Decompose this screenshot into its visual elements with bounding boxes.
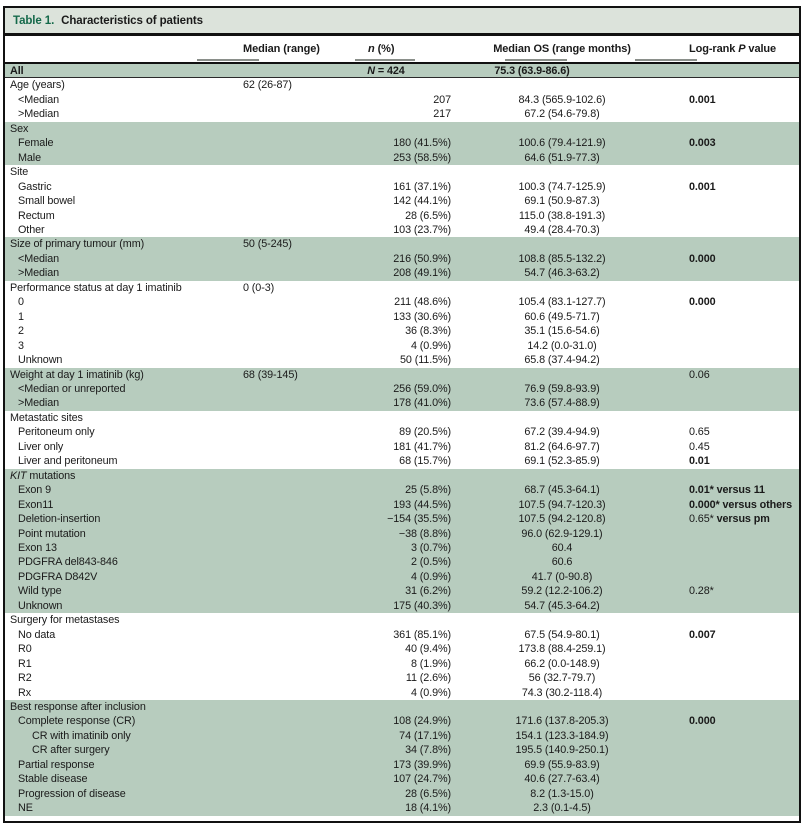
cell-p-value: 0.003 [689,137,716,150]
cell-n-percent: 216 (50.9%) [393,252,451,265]
cell-median-range: 62 (26-87) [243,79,292,92]
cell-n-percent: −154 (35.5%) [387,513,451,526]
cell-median-os: 73.6 (57.4-88.9) [524,397,600,410]
cell-median-os: 96.0 (62.9-129.1) [521,527,603,540]
cell-label: 0 [18,296,24,309]
cell-n-percent: 50 (11.5%) [399,354,451,367]
cell-n-percent: 217 [433,108,451,121]
table-row [5,180,799,194]
cell-median-os: 69.1 (52.3-85.9) [524,455,600,468]
table-row [5,454,799,468]
cell-label: Liver only [18,440,64,453]
table-title-bar [5,8,799,36]
cell-label: Rx [18,686,31,699]
cell-label: Surgery for metastases [10,614,120,627]
cell-median-os: 60.4 [551,541,573,554]
cell-label: >Median [18,267,60,280]
cell-median-os: 8.2 (1.3-15.0) [530,787,594,800]
table-row [5,657,799,671]
cell-p-value: 0.06 [689,368,710,381]
cell-label: >Median [18,397,60,410]
column-header-row [5,36,799,64]
cell-median-os: 68.7 (45.3-64.1) [524,484,600,497]
cell-median-range: 68 (39-145) [243,368,298,381]
cell-label: Performance status at day 1 imatinib [10,281,182,294]
cell-median-os: 67.2 (54.6-79.8) [524,108,600,121]
cell-p-value: 0.01* versus 11 [689,484,765,497]
cell-n-percent: 11 (2.6%) [405,672,451,685]
table-row [5,310,799,324]
table-row [5,64,799,78]
cell-n-percent: 4 (0.9%) [410,339,451,352]
cell-label: Other [18,224,45,236]
table-row [5,93,799,107]
table-row [5,758,799,772]
header-underline-dash [635,59,697,61]
cell-median-os: 115.0 (38.8-191.3) [518,209,606,222]
cell-p-value: 0.001 [689,93,716,106]
table-row [5,743,799,757]
table-row [5,685,799,699]
cell-label: Age (years) [10,79,65,92]
cell-label: R1 [18,657,32,670]
column-header-n-percent: n (%) [368,43,395,55]
table-row [5,642,799,656]
cell-n-percent: 173 (39.9%) [393,758,451,771]
cell-median-os: 65.8 (37.4-94.2) [524,354,600,367]
cell-label: CR after surgery [32,744,110,757]
cell-median-os: 14.2 (0.0-31.0) [527,339,597,352]
cell-median-os: 59.2 (12.2-106.2) [521,585,603,598]
table-row [5,223,799,237]
cell-p-value: 0.000* versus others [689,498,793,511]
cell-n-percent: 40 (9.4%) [405,643,451,656]
cell-median-os: 105.4 (83.1-127.7) [518,296,606,309]
cell-label: Male [18,151,42,164]
cell-n-percent: 208 (49.1%) [393,267,451,280]
cell-n-percent: 181 (41.7%) [393,440,451,453]
cell-p-value: 0.28* [689,585,714,598]
table-row [5,801,799,815]
cell-median-os: 64.6 (51.9-77.3) [524,151,600,164]
cell-label: No data [18,628,56,641]
table-row [5,440,799,454]
table-row [5,714,799,728]
cell-median-os: 2.3 (0.1-4.5) [533,802,591,815]
cell-p-value: 0.001 [689,180,716,193]
cell-median-os: 84.3 (565.9-102.6) [518,93,606,106]
cell-n-percent: 107 (24.7%) [393,773,451,786]
cell-n-percent: 103 (23.7%) [393,224,451,236]
table-row [5,122,799,136]
cell-n-percent: 175 (40.3%) [393,599,451,612]
cell-label: CR with imatinib only [32,729,131,742]
cell-label: Stable disease [18,773,88,786]
cell-n-percent: 34 (7.8%) [405,744,451,757]
cell-median-os: 75.3 (63.9-86.6) [494,65,570,77]
cell-label: All [10,65,24,77]
cell-median-os: 108.8 (85.5-132.2) [518,252,606,265]
table-row [5,570,799,584]
cell-label: <Median [18,93,60,106]
cell-label: Exon 9 [18,484,52,497]
cell-median-os: 69.1 (50.9-87.3) [524,195,600,208]
table-row [5,324,799,338]
cell-label: <Median [18,252,60,265]
header-underline-dash [197,59,259,61]
table-row [5,165,799,179]
table-row [5,527,799,541]
cell-median-os: 66.2 (0.0-148.9) [524,657,600,670]
cell-median-os: 74.3 (30.2-118.4) [521,686,603,699]
table-row [5,613,799,627]
table-body [5,64,799,816]
cell-label: Rectum [18,209,55,222]
cell-n-percent: 253 (58.5%) [393,151,451,164]
cell-label: <Median or unreported [18,382,126,395]
cell-median-os: 67.5 (54.9-80.1) [524,628,600,641]
table-row [5,599,799,613]
cell-label: Female [18,137,54,150]
table-row [5,772,799,786]
patients-characteristics-table [3,6,801,823]
cell-label: Gastric [18,180,52,193]
cell-median-os: 195.5 (140.9-250.1) [515,744,609,757]
header-underline-dash [505,59,567,61]
cell-label: 2 [18,325,24,338]
table-row [5,194,799,208]
cell-n-percent: 256 (59.0%) [393,382,451,395]
cell-n-percent: 180 (41.5%) [393,137,451,150]
cell-p-value: 0.65 [689,426,710,439]
cell-median-os: 81.2 (64.6-97.7) [524,440,600,453]
cell-label: KIT mutations [10,469,76,482]
cell-label: >Median [18,108,60,121]
cell-p-value: 0.000 [689,296,716,309]
cell-n-percent: 361 (85.1%) [393,628,451,641]
cell-n-percent: 28 (6.5%) [405,209,451,222]
cell-label: Weight at day 1 imatinib (kg) [10,368,144,381]
table-row [5,584,799,598]
cell-label: Point mutation [18,527,86,540]
table-row [5,483,799,497]
cell-label: Wild type [18,585,62,598]
cell-median-os: 54.7 (45.3-64.2) [524,599,600,612]
cell-p-value: 0.45 [689,440,710,453]
table-row [5,252,799,266]
cell-n-percent: 31 (6.2%) [405,585,451,598]
table-row [5,209,799,223]
cell-median-range: 50 (5-245) [243,238,292,251]
cell-n-percent: 193 (44.5%) [393,498,451,511]
cell-label: Complete response (CR) [18,715,136,728]
cell-n-percent: 74 (17.1%) [399,729,451,742]
cell-n-percent: 108 (24.9%) [393,715,451,728]
table-row [5,266,799,280]
cell-n-percent: 3 (0.7%) [410,541,451,554]
cell-median-os: 69.9 (55.9-83.9) [524,758,600,771]
cell-label: NE [18,802,33,815]
table-row [5,237,799,251]
cell-median-os: 76.9 (59.8-93.9) [524,382,600,395]
cell-n-percent: 28 (6.5%) [405,787,451,800]
table-row [5,382,799,396]
cell-p-value: 0.000 [689,252,716,265]
table-row [5,628,799,642]
cell-n-percent: N = 424 [367,65,405,77]
cell-label: Metastatic sites [10,411,83,424]
cell-median-os: 49.4 (28.4-70.3) [524,224,600,236]
cell-p-value: 0.000 [689,715,716,728]
cell-n-percent: 133 (30.6%) [393,310,451,323]
table-row [5,396,799,410]
cell-label: Size of primary tumour (mm) [10,238,145,251]
cell-median-os: 35.1 (15.6-54.6) [524,325,600,338]
cell-n-percent: 4 (0.9%) [410,570,451,583]
cell-median-os: 40.6 (27.7-63.4) [524,773,600,786]
column-header-median-range: Median (range) [243,43,320,55]
table-row [5,729,799,743]
cell-label: Site [10,166,29,179]
table-title-text: Characteristics of patients [61,14,203,27]
cell-label: 1 [18,310,24,323]
cell-median-range: 0 (0-3) [243,281,275,294]
table-row [5,498,799,512]
cell-p-value: 0.01 [689,455,710,468]
cell-label: Sex [10,122,29,135]
cell-label: Exon 13 [18,541,57,554]
cell-n-percent: 142 (44.1%) [393,195,451,208]
table-row [5,136,799,150]
cell-label: PDGFRA del843-846 [18,556,118,569]
header-underline-dash [355,59,415,61]
cell-n-percent: 207 [433,93,451,106]
column-header-median-os: Median OS (range months) [493,43,631,55]
cell-n-percent: 18 (4.1%) [405,802,451,815]
cell-label: Unknown [18,599,63,612]
cell-label: Small bowel [18,195,76,208]
table-row [5,78,799,92]
cell-n-percent: 2 (0.5%) [410,556,451,569]
cell-median-os: 60.6 [551,556,573,569]
cell-n-percent: 8 (1.9%) [410,657,451,670]
cell-median-os: 56 (32.7-79.7) [528,672,596,685]
cell-label: Liver and peritoneum [18,455,118,468]
cell-n-percent: 25 (5.8%) [405,484,451,497]
cell-p-value: 0.65* versus pm [689,513,770,526]
table-row [5,700,799,714]
cell-label: Exon11 [18,498,54,511]
cell-n-percent: 161 (37.1%) [393,180,451,193]
cell-n-percent: 211 (48.6%) [394,296,451,309]
cell-label: Best response after inclusion [10,700,146,713]
cell-median-os: 154.1 (123.3-184.9) [515,729,609,742]
table-row [5,368,799,382]
cell-label: Deletion-insertion [18,513,101,526]
table-row [5,469,799,483]
cell-p-value: 0.007 [689,628,716,641]
cell-label: Partial response [18,758,95,771]
table-number-label: Table 1. [13,14,55,27]
cell-label: Unknown [18,354,63,367]
table-row [5,151,799,165]
cell-n-percent: 178 (41.0%) [393,397,451,410]
cell-label: PDGFRA D842V [18,570,98,583]
table-row [5,555,799,569]
cell-n-percent: 68 (15.7%) [399,455,451,468]
table-row [5,671,799,685]
cell-label: Peritoneum only [18,426,95,439]
cell-median-os: 67.2 (39.4-94.9) [524,426,600,439]
table-row [5,425,799,439]
table-row [5,512,799,526]
cell-n-percent: 4 (0.9%) [410,686,451,699]
cell-median-os: 100.3 (74.7-125.9) [518,180,606,193]
table-row [5,541,799,555]
cell-label: 3 [18,339,24,352]
cell-median-os: 107.5 (94.2-120.8) [518,513,606,526]
table-row [5,107,799,121]
table-row [5,281,799,295]
cell-median-os: 107.5 (94.7-120.3) [518,498,606,511]
table-row [5,787,799,801]
cell-median-os: 41.7 (0-90.8) [531,570,593,583]
cell-median-os: 171.6 (137.8-205.3) [515,715,609,728]
table-row [5,339,799,353]
cell-label: Progression of disease [18,787,126,800]
cell-median-os: 100.6 (79.4-121.9) [518,137,606,150]
cell-median-os: 60.6 (49.5-71.7) [524,310,600,323]
cell-median-os: 173.8 (88.4-259.1) [518,643,606,656]
table-row [5,411,799,425]
cell-label: R0 [18,643,32,656]
table-row [5,295,799,309]
cell-median-os: 54.7 (46.3-63.2) [524,267,600,280]
cell-n-percent: 36 (8.3%) [405,325,451,338]
column-header-logrank-p: Log-rank P value [689,43,777,55]
table-row [5,353,799,367]
cell-n-percent: 89 (20.5%) [399,426,451,439]
cell-label: R2 [18,672,32,685]
cell-n-percent: −38 (8.8%) [398,527,451,540]
